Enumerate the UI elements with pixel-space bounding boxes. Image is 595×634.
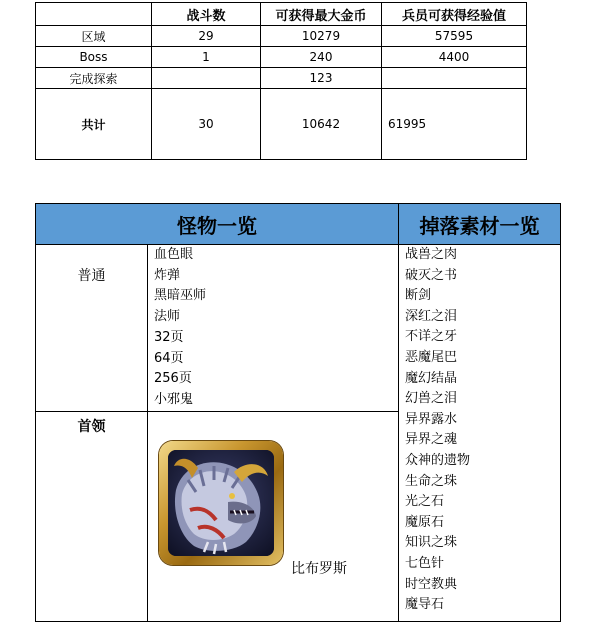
drop-item: 战兽之肉	[405, 247, 458, 262]
drop-item: 破灭之书	[405, 267, 458, 283]
monster-name: 法师	[154, 309, 181, 325]
drop-item: 幻兽之泪	[405, 391, 458, 407]
drop-item: 知识之珠	[405, 535, 458, 551]
stats-total-row	[36, 89, 527, 160]
normal-monster-list	[148, 245, 399, 412]
stats-cell	[382, 68, 527, 89]
monster-list-header: 怪物一览	[36, 204, 399, 245]
monster-name: 黑暗巫师	[154, 288, 207, 304]
stats-cell: 240	[261, 47, 382, 68]
stats-cell: 完成探索	[36, 68, 152, 89]
stats-row	[36, 68, 527, 89]
drop-item: 深红之泪	[405, 308, 458, 324]
monster-name: 小邪鬼	[154, 391, 194, 407]
monster-name: 64页	[154, 350, 184, 366]
drop-item: 异界之魂	[405, 432, 458, 448]
boss-portrait-frame	[159, 441, 283, 565]
stats-header-row	[36, 3, 527, 26]
stats-header-cell: 兵员可获得经验值	[382, 3, 527, 26]
monster-name: 炸弹	[154, 267, 181, 283]
stats-cell: 123	[261, 68, 382, 89]
monster-name: 血色眼	[154, 247, 194, 262]
normal-monster-row	[36, 245, 561, 412]
monster-table-header	[36, 204, 561, 245]
stats-cell: 10279	[261, 26, 382, 47]
boss-label: 首领	[36, 411, 148, 621]
stats-header-cell: 战斗数	[152, 3, 261, 26]
stats-total-cell: 30	[152, 89, 261, 160]
stats-cell: Boss	[36, 47, 152, 68]
behemoth-portrait-icon	[168, 450, 274, 556]
drop-item: 魔导石	[405, 597, 445, 613]
drop-item: 光之石	[405, 494, 445, 510]
stats-header-cell	[36, 3, 152, 26]
drop-item: 生命之珠	[405, 473, 458, 489]
boss-name: 比布罗斯	[291, 561, 347, 577]
drop-item: 魔幻结晶	[405, 370, 458, 386]
stats-row	[36, 47, 527, 68]
monster-name: 32页	[154, 329, 184, 345]
stats-cell: 区域	[36, 26, 152, 47]
stats-cell	[152, 68, 261, 89]
stats-cell: 1	[152, 47, 261, 68]
normal-label: 普通	[36, 245, 148, 412]
drop-item: 时空教典	[405, 576, 458, 592]
drop-item: 众神的遗物	[405, 452, 471, 468]
drops-list	[399, 245, 561, 622]
drop-item: 不详之牙	[405, 329, 458, 345]
drop-item: 魔原石	[405, 514, 445, 530]
stats-total-cell: 10642	[261, 89, 382, 160]
stats-cell: 57595	[382, 26, 527, 47]
stats-total-cell: 61995	[382, 89, 527, 160]
monster-name: 256页	[154, 371, 192, 387]
stats-table	[35, 2, 527, 160]
stats-cell: 4400	[382, 47, 527, 68]
stats-row	[36, 26, 527, 47]
drop-item: 七色针	[405, 555, 445, 571]
stats-header-cell: 可获得最大金币	[261, 3, 382, 26]
stats-total-label: 共计	[36, 89, 152, 160]
drop-item: 恶魔尾巴	[405, 349, 458, 365]
drop-item: 异界露水	[405, 411, 458, 427]
drop-item: 断剑	[405, 288, 432, 304]
drops-list-header: 掉落素材一览	[399, 204, 561, 245]
stats-cell: 29	[152, 26, 261, 47]
